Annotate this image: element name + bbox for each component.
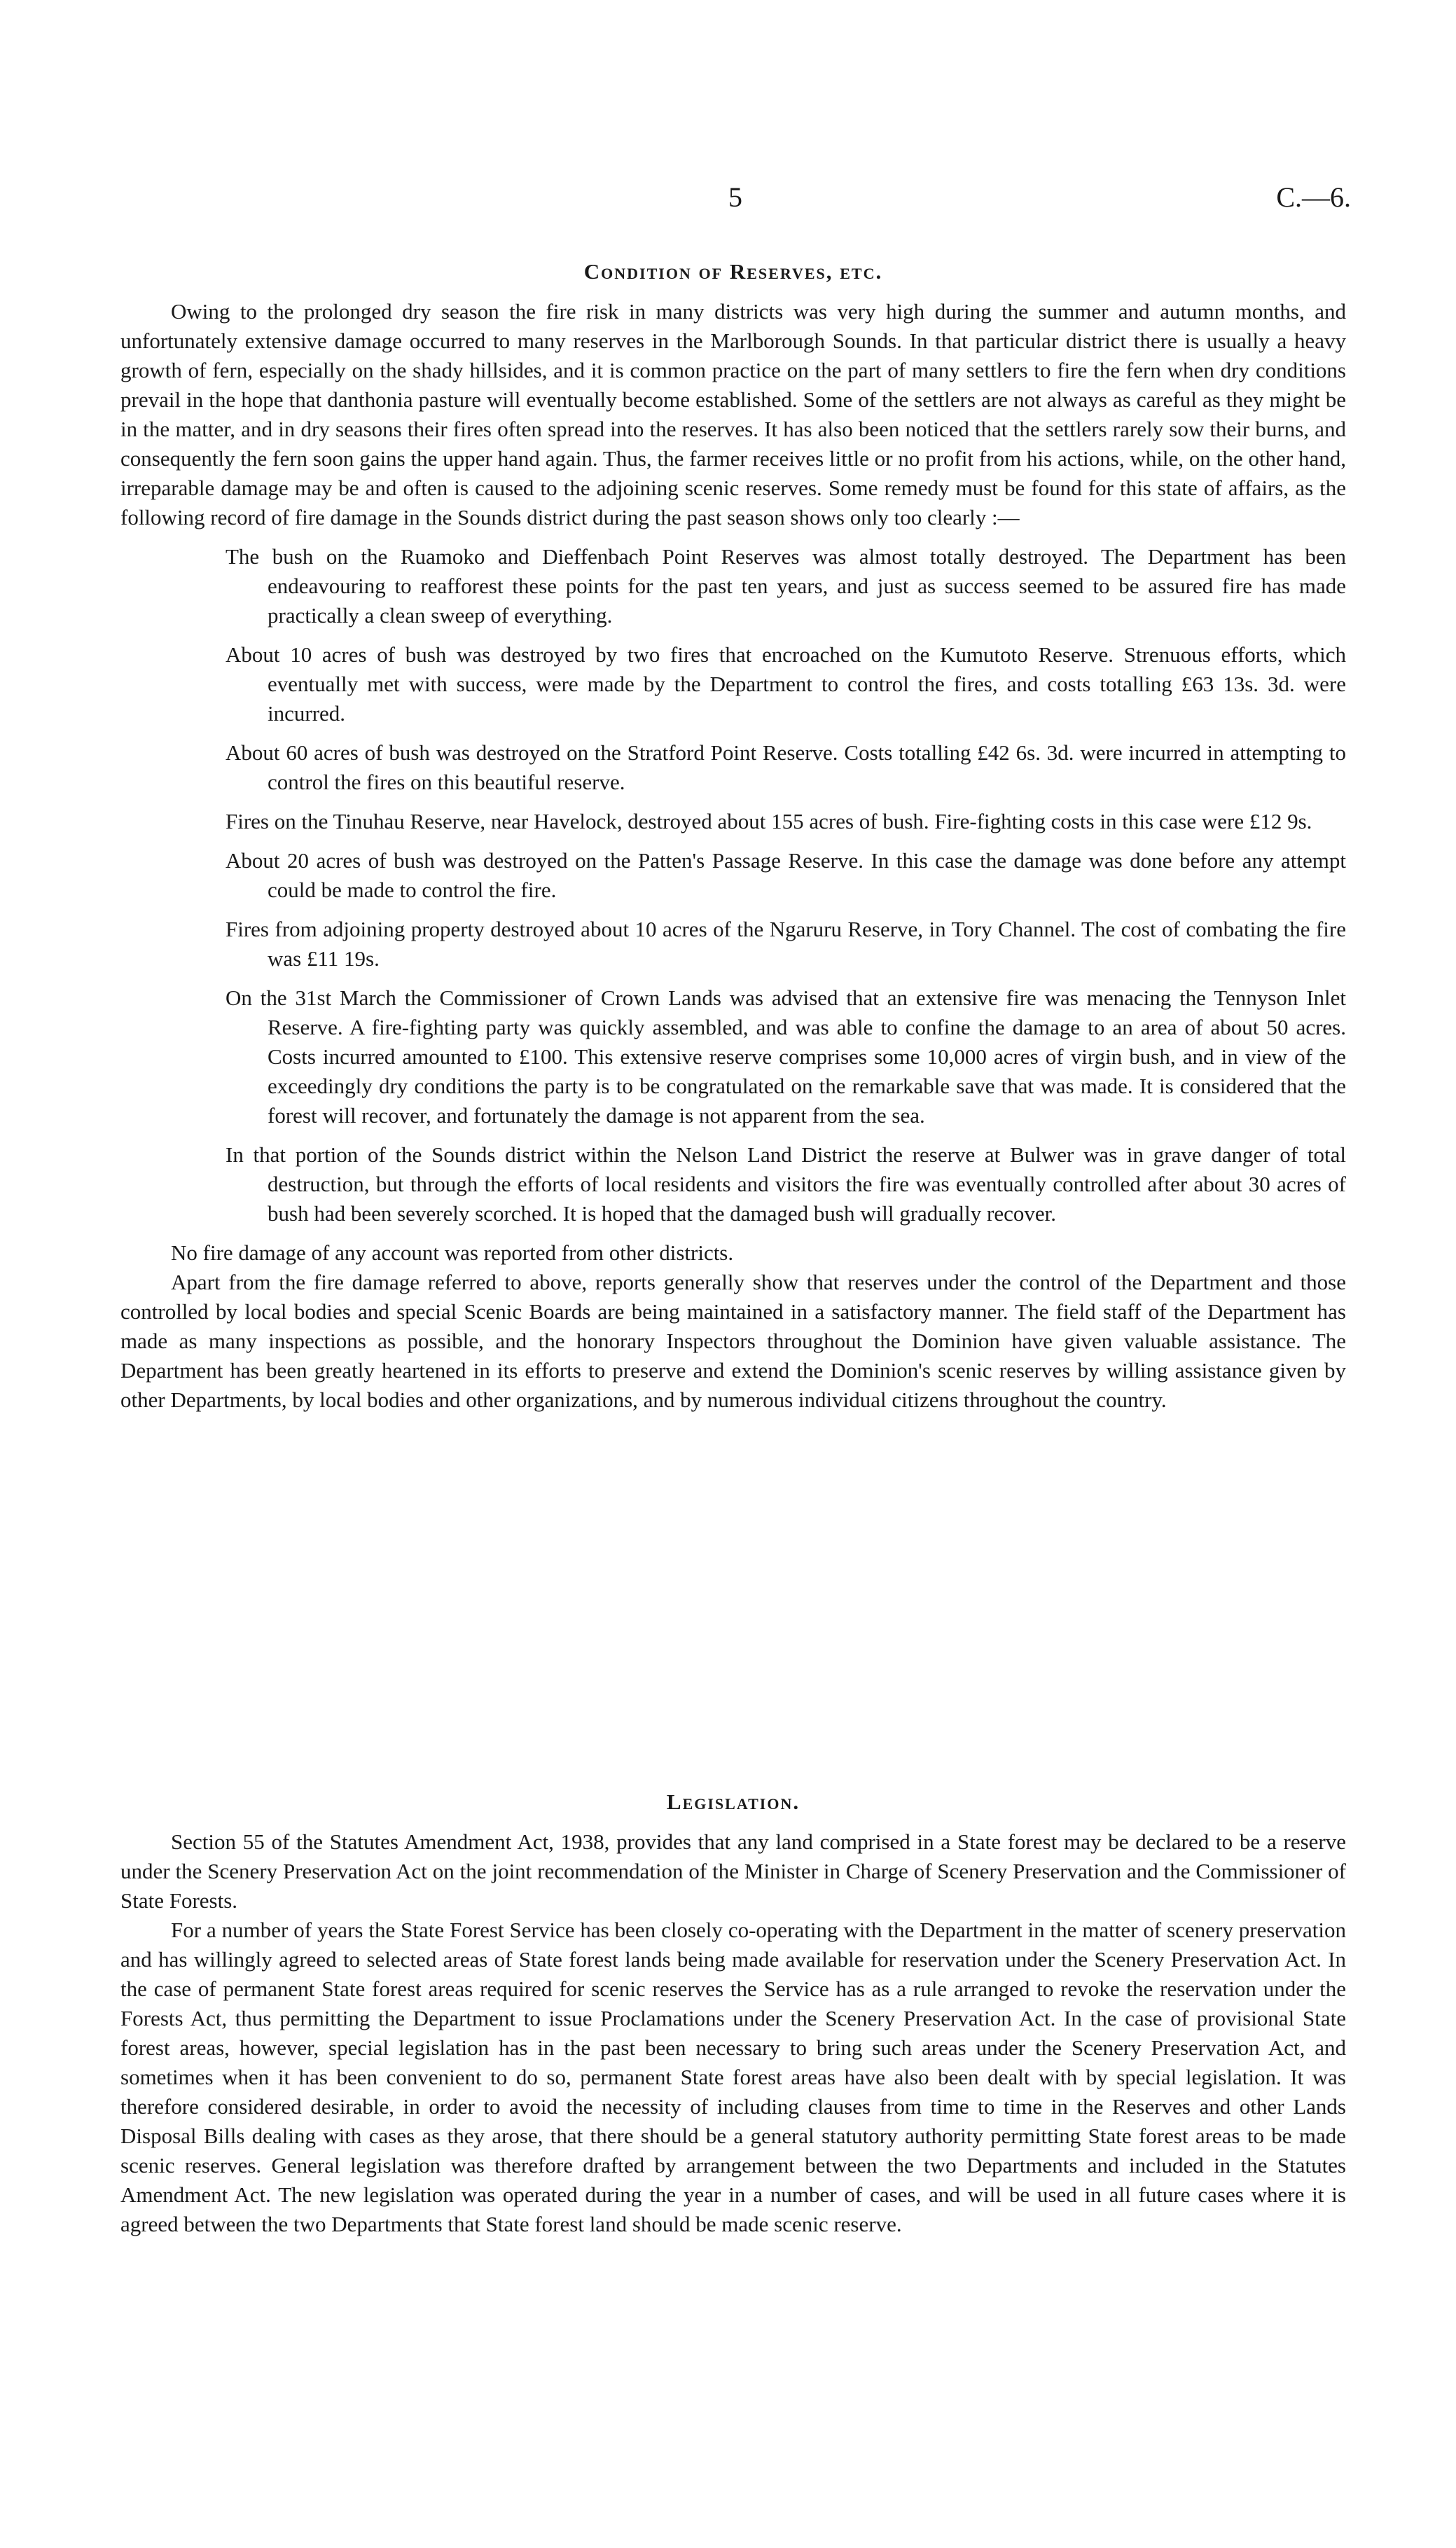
list-item: The bush on the Ruamoko and Dieffenbach Point Reserves was almost totally destroyed. The Department has been endeavouring to reafforest these points for the past ten years, and just as success seemed to be assured fire has made practically a clean sweep of everything. [226,544,1346,628]
list-item: Fires from adjoining property destroyed about 10 acres of the Ngaruru Reserve, in Tory Channel. The cost of combating the fire was £11 19s. [226,917,1346,971]
section-legislation [120,1789,1346,2239]
list-item: About 10 acres of bush was destroyed by two fires that encroached on the Kumutoto Reserve. Strenuous efforts, which eventually met with success, were made by the Department to control the fires, and costs totalling £63 13s. 3d. were incurred. [226,642,1346,726]
fire-damage-list [120,542,1346,1228]
section55-paragraph: Section 55 of the Statutes Amendment Act, 1938, provides that any land comprised in a State forest may be declared to be a reserve under the Scenery Preservation Act on the joint recommendation of the Minister in Charge of Scenery Preservation and the Commissioner of State Forests. [120,1829,1346,1913]
no-damage-paragraph: No fire damage of any account was reported from other districts. [171,1240,734,1265]
section-heading-condition: Condition of Reserves, etc. [583,259,883,284]
intro-paragraph: Owing to the prolonged dry season the fire risk in many districts was very high during the summer and autumn months, and unfortunately extensive damage occurred to many reserves in the Marlborough Sounds. In that particular district there is usually a heavy growth of fern, especially on the shady hillsides, and it is common practice on the part of many settlers to fire the fern when dry conditions prevail in the hope that danthonia pasture will eventually become established. Some of the settlers are not always as careful as they might be in the matter, and in dry seasons their fires often spread into the reserves. It has also been noticed that the settlers rarely sow their burns, and consequently the fern soon gains the upper hand again. Thus, the farmer receives little or no profit from his actions, while, on the other hand, irreparable damage may be and often is caused to the adjoining scenic reserves. Some remedy must be found for this state of affairs, as the following record of fire damage in the Sounds district during the past season shows only too clearly :— [120,299,1346,529]
section-condition-of-reserves [120,259,1346,1415]
list-item: In that portion of the Sounds district within the Nelson Land District the reserve at Bulwer was in grave danger of total destruction, but through the efforts of local residents and visitors the fire was eventually controlled after about 30 acres of bush had been severely scorched. It is hoped that the damaged bush will gradually recover. [226,1142,1346,1226]
list-item: About 60 acres of bush was destroyed on the Stratford Point Reserve. Costs totalling £42 6s. 3d. were incurred in attempting to control the fires on this beautiful reserve. [226,740,1346,794]
section-heading-legislation: Legislation. [666,1789,800,1814]
list-item: Fires on the Tinuhau Reserve, near Havelock, destroyed about 155 acres of bush. Fire-fighting costs in this case were £12 9s. [226,809,1312,833]
forest-service-paragraph: For a number of years the State Forest Service has been closely co-operating with the Department in the matter of scenery preservation and has willingly agreed to selected areas of State forest lands being made available for reservation under the Scenery Preservation Act. In the case of permanent State forest areas required for scenic reserves the Service has as a rule arranged to revoke the reservation under the Forests Act, thus permitting the Department to issue Proclamations under the Scenery Preservation Act. In the case of provisional State forest areas, however, special legislation has in the past been necessary to bring such areas under the Scenery Preservation Act, and sometimes when it has been convenient to do so, permanent State forest areas have also been dealt with by special legislation. It was therefore considered desirable, in order to avoid the necessity of including clauses from time to time in the Reserves and other Lands Disposal Bills dealing with cases as they arose, that there should be a general statutory authority permitting State forest areas to be made scenic reserves. General legislation was therefore drafted by arrangement between the two Departments and included in the Statutes Amendment Act. The new legislation was operated during the year in a number of cases, and will be used in all future cases where it is agreed between the two Departments that State forest land should be made scenic reserve. [120,1918,1346,2236]
list-item: About 20 acres of bush was destroyed on the Patten's Passage Reserve. In this case the damage was done before any attempt could be made to control the fire. [226,848,1346,902]
maintenance-paragraph: Apart from the fire damage referred to above, reports generally show that reserves under the control of the Department and those controlled by local bodies and special Scenic Boards are being maintained in a satisfactory manner. The field staff of the Department has made as many inspections as possible, and the honorary Inspectors throughout the Dominion have given valuable assistance. The Department has been greatly heartened in its efforts to preserve and extend the Dominion's scenic reserves by willing assistance given by other Departments, by local bodies and other organizations, and by numerous individual citizens throughout the country. [120,1270,1346,1412]
page-number: 5 [728,181,742,213]
document-code: C.—6. [1276,181,1351,213]
list-item: On the 31st March the Commissioner of Crown Lands was advised that an extensive fire was menacing the Tennyson Inlet Reserve. A fire-fighting party was quickly assembled, and was able to confine the damage to an area of about 50 acres. Costs incurred amounted to £100. This extensive reserve comprises some 10,000 acres of virgin bush, and in view of the exceedingly dry conditions the party is to be congratulated on the remarkable save that was made. It is considered that the forest will recover, and fortunately the damage is not apparent from the sea. [226,985,1346,1128]
